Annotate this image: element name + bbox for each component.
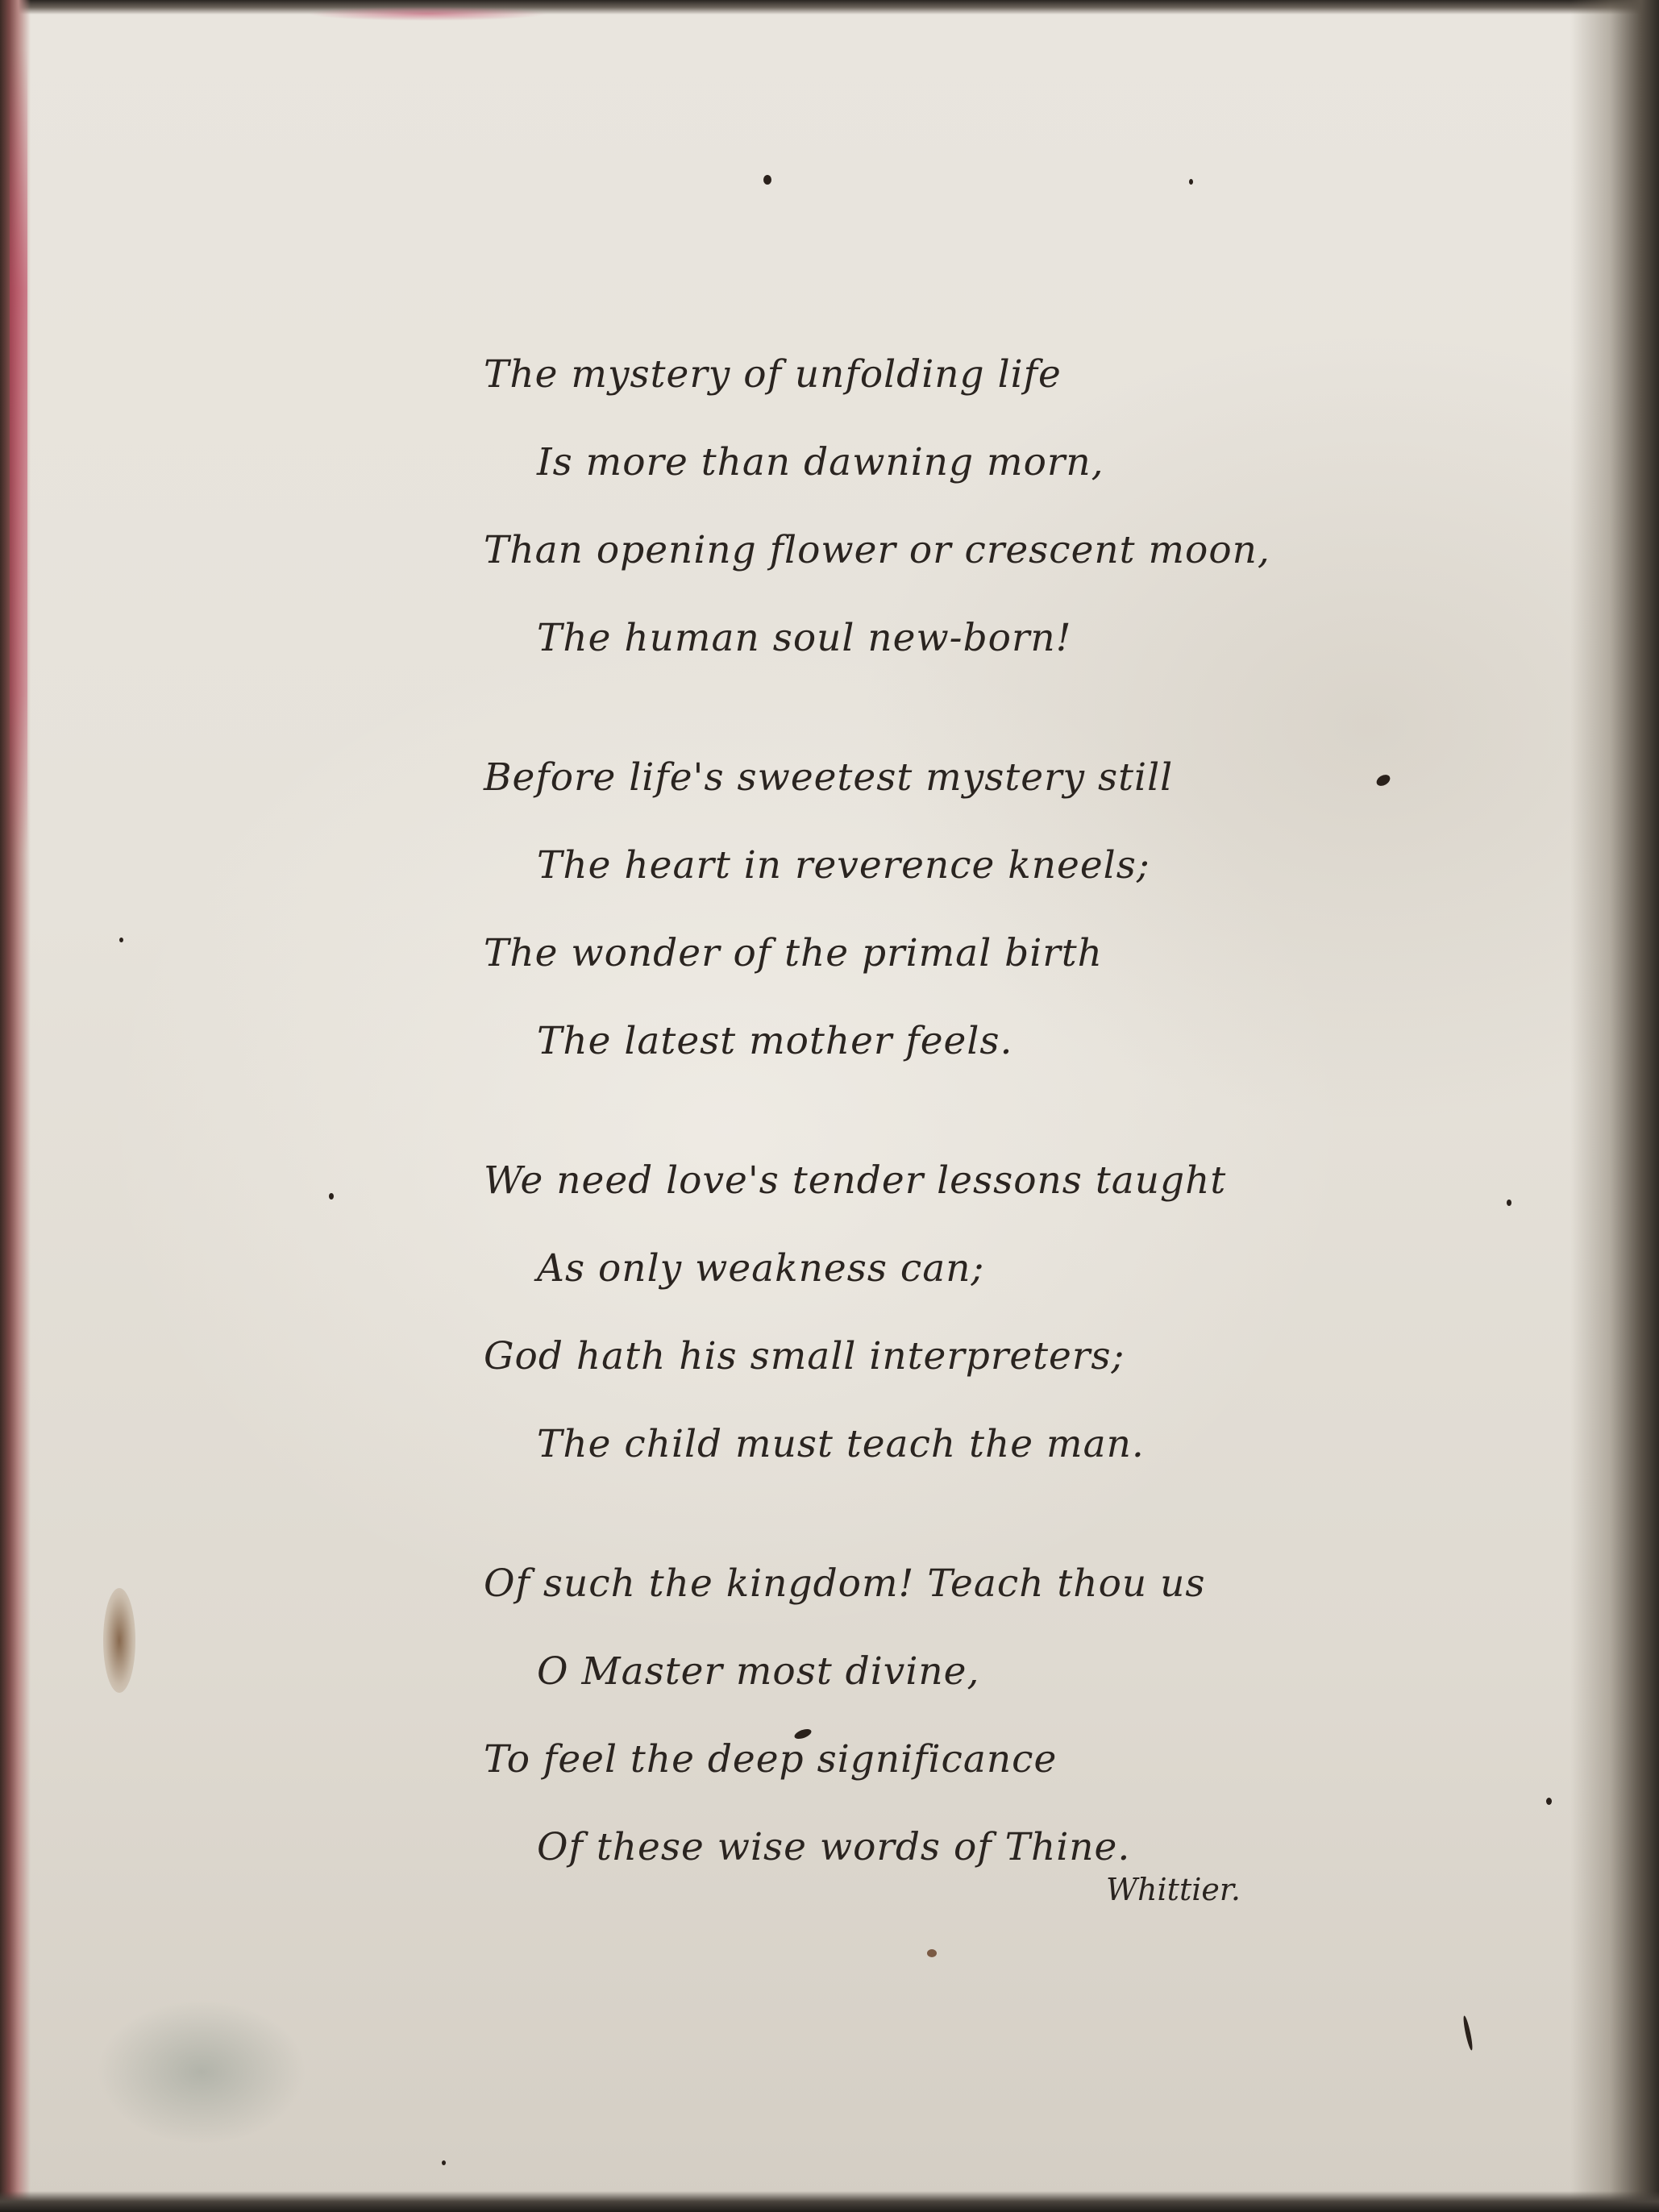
ink-speck: [763, 175, 771, 185]
poem-line: Of these wise words of Thine.: [537, 1825, 1131, 1869]
page-top-edge-stain: [306, 6, 548, 21]
ink-speck: [1462, 2015, 1474, 2051]
poem-line: As only weakness can;: [537, 1246, 985, 1291]
poem-line: The human soul new-born!: [537, 616, 1072, 660]
poem-line: To feel the deep significance: [484, 1737, 1058, 1782]
poem-line: O Master most divine,: [537, 1649, 980, 1694]
poem-line: The latest mother feels.: [537, 1019, 1013, 1063]
poem-attribution: Whittier.: [1106, 1872, 1241, 1907]
poem-line: We need love's tender lessons taught: [484, 1158, 1227, 1203]
ink-speck: [927, 1949, 937, 1957]
foxing-stain: [103, 1588, 135, 1693]
poem-line: Of such the kingdom! Teach thou us: [484, 1561, 1206, 1606]
ink-speck: [1546, 1798, 1552, 1805]
page-left-binding-stain: [10, 48, 27, 854]
ink-speck: [119, 938, 123, 942]
poem-line: Is more than dawning morn,: [537, 440, 1104, 484]
poem-line: The child must teach the man.: [537, 1422, 1145, 1466]
poem-line: The mystery of unfolding life: [484, 352, 1062, 397]
poem: [484, 331, 1370, 1891]
poem-line: Than opening flower or crescent moon,: [484, 528, 1270, 572]
poem-stanza-1: [484, 331, 1370, 682]
ink-speck: [1507, 1200, 1511, 1206]
page-top-edge: [0, 0, 1659, 15]
ink-speck: [1189, 179, 1193, 185]
poem-stanza-3: [484, 1137, 1370, 1488]
poem-stanza-2: [484, 734, 1370, 1085]
page-right-gutter: [1570, 0, 1659, 2212]
poem-stanza-4: [484, 1540, 1370, 1891]
ink-speck: [1374, 772, 1392, 788]
ink-speck: [329, 1193, 334, 1200]
page-bottom-edge: [0, 2191, 1659, 2212]
smudge-stain: [97, 1999, 306, 2144]
poem-line: God hath his small interpreters;: [484, 1334, 1125, 1378]
poem-line: Before life's sweetest mystery still: [484, 755, 1174, 800]
ink-speck: [442, 2160, 446, 2165]
poem-line: The wonder of the primal birth: [484, 931, 1103, 975]
poem-line: The heart in reverence kneels;: [537, 843, 1150, 888]
